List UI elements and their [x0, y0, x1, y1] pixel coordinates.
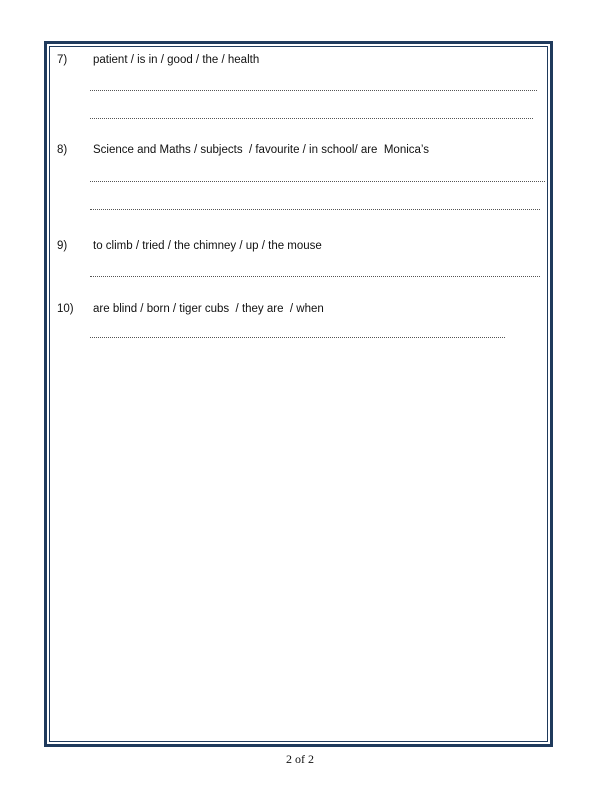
question-prompt: to climb / tried / the chimney / up / the mouse	[93, 240, 322, 252]
answer-line-8a[interactable]	[90, 181, 545, 182]
answer-line-7a[interactable]	[90, 90, 537, 91]
question-number: 7)	[57, 54, 68, 66]
answer-line-7b[interactable]	[90, 118, 533, 119]
question-number: 8)	[57, 144, 68, 156]
question-number: 10)	[57, 303, 74, 315]
page-number: 2 of 2	[286, 752, 314, 766]
question-prompt: patient / is in / good / the / health	[93, 54, 260, 66]
question-number: 9)	[57, 240, 68, 252]
answer-line-8b[interactable]	[90, 209, 540, 210]
question-prompt: are blind / born / tiger cubs / they are / when	[93, 303, 324, 315]
page-border	[44, 41, 553, 747]
answer-line-10[interactable]	[90, 337, 505, 338]
question-prompt: Science and Maths / subjects / favourite / in school/ are Monica’s	[93, 144, 430, 156]
answer-line-9[interactable]	[90, 276, 540, 277]
